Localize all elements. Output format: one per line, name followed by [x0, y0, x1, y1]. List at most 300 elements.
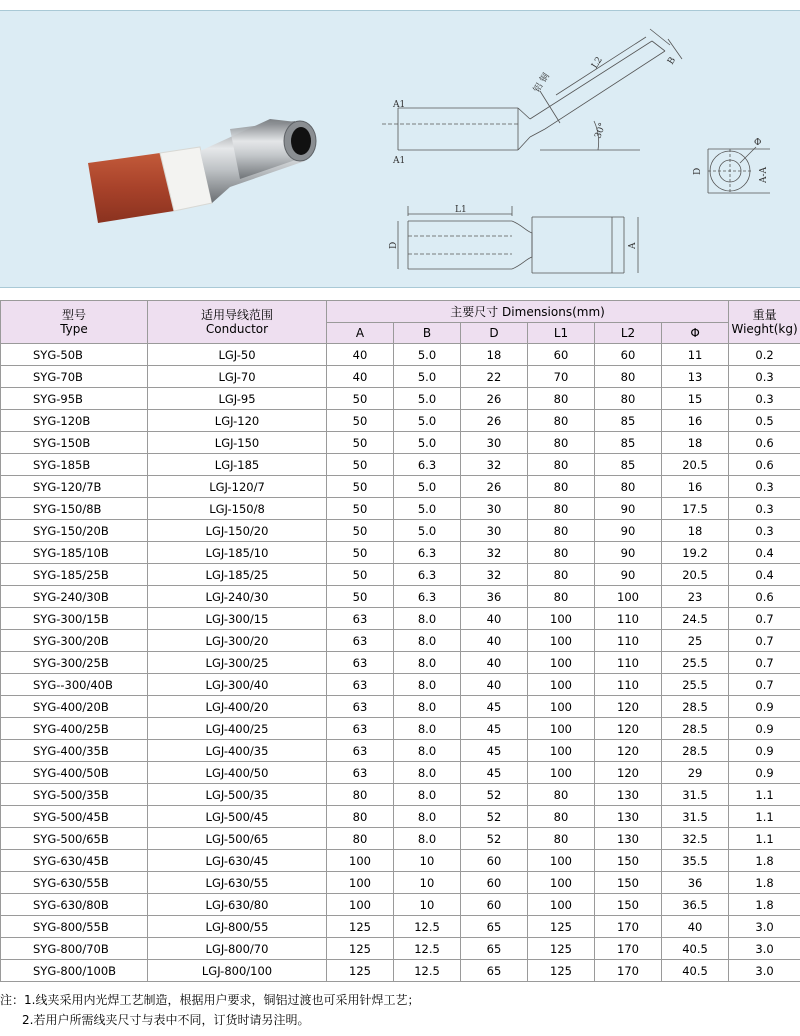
header-weight-en: Wieght(kg) — [731, 322, 798, 336]
cell-model: SYG-630/55B — [1, 872, 148, 894]
cell-weight: 1.1 — [729, 828, 800, 850]
notes — [0, 990, 800, 1030]
cell-weight: 1.1 — [729, 806, 800, 828]
table-row — [1, 520, 800, 542]
cell-dim-b: 10 — [394, 894, 461, 916]
cell-weight: 3.0 — [729, 960, 800, 982]
cell-model: SYG-150B — [1, 432, 148, 454]
table-row — [1, 432, 800, 454]
cell-dim-d: 45 — [461, 718, 528, 740]
cell-dim-phi: 23 — [662, 586, 729, 608]
cell-dim-l2: 130 — [595, 784, 662, 806]
cell-dim-l1: 80 — [528, 476, 595, 498]
cell-model: SYG-240/30B — [1, 586, 148, 608]
cell-dim-l1: 100 — [528, 630, 595, 652]
cell-dim-b: 12.5 — [394, 960, 461, 982]
cell-dim-l2: 85 — [595, 454, 662, 476]
cell-dim-l1: 80 — [528, 828, 595, 850]
cell-dim-a: 50 — [327, 542, 394, 564]
cell-dim-l2: 110 — [595, 608, 662, 630]
cell-weight: 0.7 — [729, 652, 800, 674]
cell-conductor: LGJ-120 — [148, 410, 327, 432]
cell-weight: 3.0 — [729, 916, 800, 938]
label-l1: L1 — [455, 205, 467, 215]
cell-model: SYG-500/45B — [1, 806, 148, 828]
table-row — [1, 850, 800, 872]
cell-dim-a: 40 — [327, 366, 394, 388]
cell-dim-l1: 60 — [528, 344, 595, 366]
cell-model: SYG-185/25B — [1, 564, 148, 586]
cell-model: SYG-400/35B — [1, 740, 148, 762]
cell-dim-phi: 13 — [662, 366, 729, 388]
cell-dim-d: 40 — [461, 630, 528, 652]
cell-dim-l1: 100 — [528, 894, 595, 916]
cell-dim-l1: 80 — [528, 410, 595, 432]
cell-dim-l2: 150 — [595, 894, 662, 916]
cell-dim-d: 52 — [461, 806, 528, 828]
cell-dim-l1: 80 — [528, 454, 595, 476]
header-model-cn: 型号 — [61, 308, 86, 322]
cell-dim-a: 63 — [327, 740, 394, 762]
header-dim-a: A — [327, 323, 394, 344]
cell-dim-b: 5.0 — [394, 410, 461, 432]
table-row — [1, 740, 800, 762]
label-a1-top: A1 — [393, 100, 406, 110]
cell-conductor: LGJ-300/25 — [148, 652, 327, 674]
cell-dim-l2: 90 — [595, 498, 662, 520]
header-dim-phi: Φ — [662, 323, 729, 344]
header-conductor-cn: 适用导线范围 — [200, 308, 273, 322]
cell-dim-b: 8.0 — [394, 630, 461, 652]
cell-model: SYG-300/15B — [1, 608, 148, 630]
table-row — [1, 366, 800, 388]
table-row — [1, 894, 800, 916]
cell-dim-d: 45 — [461, 740, 528, 762]
cell-dim-phi: 35.5 — [662, 850, 729, 872]
cell-dim-l2: 110 — [595, 652, 662, 674]
cell-model: SYG-70B — [1, 366, 148, 388]
cell-dim-a: 50 — [327, 410, 394, 432]
cell-dim-l2: 110 — [595, 674, 662, 696]
cell-dim-b: 5.0 — [394, 388, 461, 410]
table-row — [1, 806, 800, 828]
cell-dim-a: 80 — [327, 784, 394, 806]
cell-conductor: LGJ-150/20 — [148, 520, 327, 542]
cell-dim-l2: 120 — [595, 696, 662, 718]
cell-conductor: LGJ-150/8 — [148, 498, 327, 520]
cell-model: SYG-300/20B — [1, 630, 148, 652]
cell-dim-phi: 25 — [662, 630, 729, 652]
cell-dim-d: 65 — [461, 960, 528, 982]
cell-dim-l1: 100 — [528, 762, 595, 784]
cell-dim-a: 50 — [327, 498, 394, 520]
table-row — [1, 960, 800, 982]
cell-dim-d: 18 — [461, 344, 528, 366]
table-row — [1, 630, 800, 652]
cell-dim-l1: 80 — [528, 806, 595, 828]
cell-dim-d: 52 — [461, 828, 528, 850]
cell-weight: 0.6 — [729, 586, 800, 608]
cell-dim-phi: 28.5 — [662, 718, 729, 740]
table-row — [1, 696, 800, 718]
cell-dim-l1: 80 — [528, 542, 595, 564]
cell-dim-a: 50 — [327, 520, 394, 542]
cell-dim-l1: 100 — [528, 608, 595, 630]
header-dimensions: 主要尺寸 Dimensions(mm) — [327, 301, 729, 323]
cell-dim-a: 50 — [327, 586, 394, 608]
cell-dim-l1: 125 — [528, 960, 595, 982]
cell-dim-b: 8.0 — [394, 718, 461, 740]
cell-weight: 0.5 — [729, 410, 800, 432]
cell-model: SYG-120/7B — [1, 476, 148, 498]
table-row — [1, 938, 800, 960]
label-d-front: D — [389, 241, 399, 249]
cell-dim-phi: 20.5 — [662, 564, 729, 586]
cell-dim-phi: 24.5 — [662, 608, 729, 630]
header-dim-l2: L2 — [595, 323, 662, 344]
cell-dim-a: 63 — [327, 696, 394, 718]
label-l2: L2 — [590, 55, 605, 71]
cell-model: SYG-400/20B — [1, 696, 148, 718]
cell-conductor: LGJ-300/15 — [148, 608, 327, 630]
specification-table — [0, 300, 800, 982]
cell-dim-l2: 80 — [595, 388, 662, 410]
table-row — [1, 784, 800, 806]
cell-weight: 0.4 — [729, 564, 800, 586]
table-row — [1, 498, 800, 520]
label-al-cu: 铝 铜 — [532, 71, 552, 95]
cell-model: SYG-800/55B — [1, 916, 148, 938]
note-1: 注：1.线夹采用内光焊工艺制造，根据用户要求，铜铝过渡也可采用针焊工艺； — [0, 993, 420, 1007]
cell-model: SYG-150/20B — [1, 520, 148, 542]
cell-weight: 0.3 — [729, 498, 800, 520]
cell-dim-a: 63 — [327, 608, 394, 630]
cell-weight: 3.0 — [729, 938, 800, 960]
cell-weight: 1.1 — [729, 784, 800, 806]
cell-dim-d: 32 — [461, 454, 528, 476]
cell-dim-a: 63 — [327, 762, 394, 784]
cell-dim-b: 5.0 — [394, 476, 461, 498]
cell-model: SYG-50B — [1, 344, 148, 366]
label-a-front: A — [628, 242, 638, 249]
table-row — [1, 674, 800, 696]
cell-dim-b: 12.5 — [394, 916, 461, 938]
header-weight — [729, 301, 800, 344]
cell-weight: 0.9 — [729, 762, 800, 784]
header-dim-b: B — [394, 323, 461, 344]
cell-model: SYG-150/8B — [1, 498, 148, 520]
cell-dim-l1: 100 — [528, 740, 595, 762]
cell-dim-l2: 120 — [595, 718, 662, 740]
cell-dim-a: 80 — [327, 828, 394, 850]
cell-conductor: LGJ-185 — [148, 454, 327, 476]
cell-dim-d: 26 — [461, 410, 528, 432]
cell-dim-b: 5.0 — [394, 498, 461, 520]
cell-dim-a: 125 — [327, 916, 394, 938]
cell-dim-l2: 80 — [595, 476, 662, 498]
cell-dim-a: 50 — [327, 388, 394, 410]
cell-dim-l2: 130 — [595, 828, 662, 850]
cell-dim-a: 50 — [327, 454, 394, 476]
cell-dim-b: 8.0 — [394, 828, 461, 850]
cell-model: SYG--300/40B — [1, 674, 148, 696]
cell-dim-a: 63 — [327, 674, 394, 696]
cell-dim-d: 36 — [461, 586, 528, 608]
cell-dim-l1: 80 — [528, 498, 595, 520]
cell-dim-l1: 80 — [528, 432, 595, 454]
cell-conductor: LGJ-120/7 — [148, 476, 327, 498]
cell-conductor: LGJ-800/70 — [148, 938, 327, 960]
cell-dim-b: 6.3 — [394, 564, 461, 586]
cell-dim-b: 5.0 — [394, 344, 461, 366]
cell-dim-l2: 120 — [595, 762, 662, 784]
cell-model: SYG-185/10B — [1, 542, 148, 564]
cell-weight: 0.3 — [729, 520, 800, 542]
cell-dim-d: 60 — [461, 894, 528, 916]
cell-weight: 0.9 — [729, 718, 800, 740]
cell-dim-d: 26 — [461, 476, 528, 498]
table-row — [1, 718, 800, 740]
cell-weight: 0.7 — [729, 674, 800, 696]
cell-dim-l2: 60 — [595, 344, 662, 366]
cell-dim-l2: 170 — [595, 960, 662, 982]
table-row — [1, 608, 800, 630]
label-phi: Φ — [754, 138, 762, 148]
table-row — [1, 586, 800, 608]
cell-dim-phi: 36.5 — [662, 894, 729, 916]
cell-dim-phi: 40.5 — [662, 938, 729, 960]
cell-conductor: LGJ-70 — [148, 366, 327, 388]
table-row — [1, 828, 800, 850]
cell-dim-l1: 80 — [528, 520, 595, 542]
table-row — [1, 872, 800, 894]
cell-model: SYG-400/50B — [1, 762, 148, 784]
table-row — [1, 652, 800, 674]
table-body — [1, 344, 800, 982]
cell-dim-phi: 16 — [662, 476, 729, 498]
cell-dim-l2: 90 — [595, 564, 662, 586]
cell-dim-d: 45 — [461, 696, 528, 718]
header-dim-d: D — [461, 323, 528, 344]
cell-dim-b: 6.3 — [394, 542, 461, 564]
product-diagram-panel — [0, 10, 800, 288]
label-d-side: D — [693, 167, 703, 175]
cell-dim-phi: 18 — [662, 520, 729, 542]
header-conductor-en: Conductor — [205, 322, 269, 336]
cell-dim-l1: 100 — [528, 872, 595, 894]
cell-weight: 0.3 — [729, 476, 800, 498]
cell-conductor: LGJ-500/45 — [148, 806, 327, 828]
cell-dim-a: 50 — [327, 476, 394, 498]
cell-weight: 0.3 — [729, 366, 800, 388]
cell-dim-b: 8.0 — [394, 674, 461, 696]
cell-dim-d: 52 — [461, 784, 528, 806]
cell-conductor: LGJ-400/20 — [148, 696, 327, 718]
cell-dim-l1: 125 — [528, 916, 595, 938]
cell-model: SYG-400/25B — [1, 718, 148, 740]
cell-conductor: LGJ-800/55 — [148, 916, 327, 938]
cell-dim-l1: 100 — [528, 652, 595, 674]
cell-dim-a: 80 — [327, 806, 394, 828]
cell-dim-phi: 20.5 — [662, 454, 729, 476]
cell-conductor: LGJ-630/45 — [148, 850, 327, 872]
table-row — [1, 762, 800, 784]
cell-conductor: LGJ-300/40 — [148, 674, 327, 696]
cell-dim-d: 30 — [461, 498, 528, 520]
cell-conductor: LGJ-630/55 — [148, 872, 327, 894]
note-2: 2.若用户所需线夹尺寸与表中不同，订货时请另注明。 — [22, 1013, 310, 1027]
cell-weight: 0.2 — [729, 344, 800, 366]
cell-conductor: LGJ-240/30 — [148, 586, 327, 608]
header-model — [1, 301, 148, 344]
cell-dim-l1: 80 — [528, 388, 595, 410]
cell-dim-l2: 100 — [595, 586, 662, 608]
cell-dim-b: 8.0 — [394, 740, 461, 762]
cell-dim-b: 5.0 — [394, 520, 461, 542]
cell-dim-a: 63 — [327, 718, 394, 740]
cell-dim-phi: 18 — [662, 432, 729, 454]
cell-weight: 0.4 — [729, 542, 800, 564]
cell-conductor: LGJ-500/65 — [148, 828, 327, 850]
header-dim-l1: L1 — [528, 323, 595, 344]
cell-model: SYG-630/45B — [1, 850, 148, 872]
cell-conductor: LGJ-800/100 — [148, 960, 327, 982]
cell-dim-d: 45 — [461, 762, 528, 784]
cell-dim-l1: 100 — [528, 850, 595, 872]
cell-dim-l1: 80 — [528, 564, 595, 586]
cell-dim-l1: 80 — [528, 586, 595, 608]
cell-model: SYG-95B — [1, 388, 148, 410]
cell-weight: 0.7 — [729, 630, 800, 652]
cell-conductor: LGJ-185/10 — [148, 542, 327, 564]
cell-dim-l2: 120 — [595, 740, 662, 762]
cell-dim-a: 63 — [327, 652, 394, 674]
cell-dim-phi: 19.2 — [662, 542, 729, 564]
cell-model: SYG-120B — [1, 410, 148, 432]
cell-dim-l1: 70 — [528, 366, 595, 388]
cell-model: SYG-300/25B — [1, 652, 148, 674]
cell-dim-b: 10 — [394, 850, 461, 872]
table-row — [1, 344, 800, 366]
cell-conductor: LGJ-300/20 — [148, 630, 327, 652]
cell-dim-l1: 80 — [528, 784, 595, 806]
cell-dim-phi: 25.5 — [662, 652, 729, 674]
product-photo — [88, 119, 316, 223]
cell-dim-b: 6.3 — [394, 454, 461, 476]
cell-dim-l1: 125 — [528, 938, 595, 960]
header-model-en: Type — [60, 322, 88, 336]
cell-model: SYG-500/65B — [1, 828, 148, 850]
cell-dim-l1: 100 — [528, 674, 595, 696]
cell-dim-d: 60 — [461, 850, 528, 872]
cell-dim-l1: 100 — [528, 696, 595, 718]
cell-dim-d: 40 — [461, 652, 528, 674]
header-weight-cn: 重量 — [752, 308, 777, 322]
cell-dim-l2: 90 — [595, 542, 662, 564]
cell-conductor: LGJ-185/25 — [148, 564, 327, 586]
cell-dim-l2: 130 — [595, 806, 662, 828]
table-row — [1, 542, 800, 564]
cell-dim-phi: 11 — [662, 344, 729, 366]
cell-conductor: LGJ-95 — [148, 388, 327, 410]
cell-dim-a: 63 — [327, 630, 394, 652]
cell-dim-d: 40 — [461, 674, 528, 696]
cell-weight: 0.6 — [729, 454, 800, 476]
cell-dim-a: 50 — [327, 564, 394, 586]
cell-dim-b: 8.0 — [394, 652, 461, 674]
cell-conductor: LGJ-400/25 — [148, 718, 327, 740]
cell-dim-l2: 85 — [595, 410, 662, 432]
cell-conductor: LGJ-50 — [148, 344, 327, 366]
cell-dim-l2: 90 — [595, 520, 662, 542]
cell-conductor: LGJ-400/35 — [148, 740, 327, 762]
cell-model: SYG-800/100B — [1, 960, 148, 982]
cell-weight: 0.7 — [729, 608, 800, 630]
cell-weight: 0.6 — [729, 432, 800, 454]
cell-dim-b: 5.0 — [394, 432, 461, 454]
cell-dim-a: 125 — [327, 938, 394, 960]
cell-dim-b: 8.0 — [394, 762, 461, 784]
cell-dim-l2: 170 — [595, 938, 662, 960]
cell-dim-a: 100 — [327, 894, 394, 916]
cell-conductor: LGJ-400/50 — [148, 762, 327, 784]
cell-dim-phi: 36 — [662, 872, 729, 894]
cell-dim-l2: 80 — [595, 366, 662, 388]
cell-dim-d: 60 — [461, 872, 528, 894]
table-row — [1, 564, 800, 586]
cell-dim-a: 125 — [327, 960, 394, 982]
label-a1-bottom: A1 — [393, 156, 406, 166]
cell-dim-b: 10 — [394, 872, 461, 894]
cell-weight: 0.9 — [729, 696, 800, 718]
cell-dim-b: 8.0 — [394, 696, 461, 718]
cell-dim-d: 40 — [461, 608, 528, 630]
cell-dim-a: 50 — [327, 432, 394, 454]
cell-weight: 1.8 — [729, 872, 800, 894]
cell-weight: 0.3 — [729, 388, 800, 410]
cell-dim-d: 30 — [461, 520, 528, 542]
cell-dim-phi: 29 — [662, 762, 729, 784]
product-diagram — [0, 11, 800, 287]
label-section: A-A — [759, 166, 769, 183]
table-row — [1, 410, 800, 432]
cell-dim-phi: 16 — [662, 410, 729, 432]
cell-dim-l2: 150 — [595, 850, 662, 872]
header-conductor — [148, 301, 327, 344]
cell-dim-l2: 150 — [595, 872, 662, 894]
cell-dim-b: 8.0 — [394, 608, 461, 630]
cell-dim-phi: 32.5 — [662, 828, 729, 850]
cell-dim-phi: 31.5 — [662, 784, 729, 806]
cell-dim-d: 65 — [461, 916, 528, 938]
cell-dim-a: 100 — [327, 872, 394, 894]
cell-dim-phi: 25.5 — [662, 674, 729, 696]
cell-dim-d: 22 — [461, 366, 528, 388]
table-row — [1, 388, 800, 410]
front-view-drawing — [398, 206, 638, 273]
cell-dim-b: 12.5 — [394, 938, 461, 960]
cell-dim-phi: 28.5 — [662, 696, 729, 718]
cell-weight: 1.8 — [729, 850, 800, 872]
cell-dim-d: 26 — [461, 388, 528, 410]
cell-weight: 1.8 — [729, 894, 800, 916]
cell-dim-d: 30 — [461, 432, 528, 454]
cell-dim-a: 40 — [327, 344, 394, 366]
cell-dim-d: 32 — [461, 542, 528, 564]
cell-dim-l2: 85 — [595, 432, 662, 454]
cell-dim-phi: 31.5 — [662, 806, 729, 828]
cell-model: SYG-185B — [1, 454, 148, 476]
